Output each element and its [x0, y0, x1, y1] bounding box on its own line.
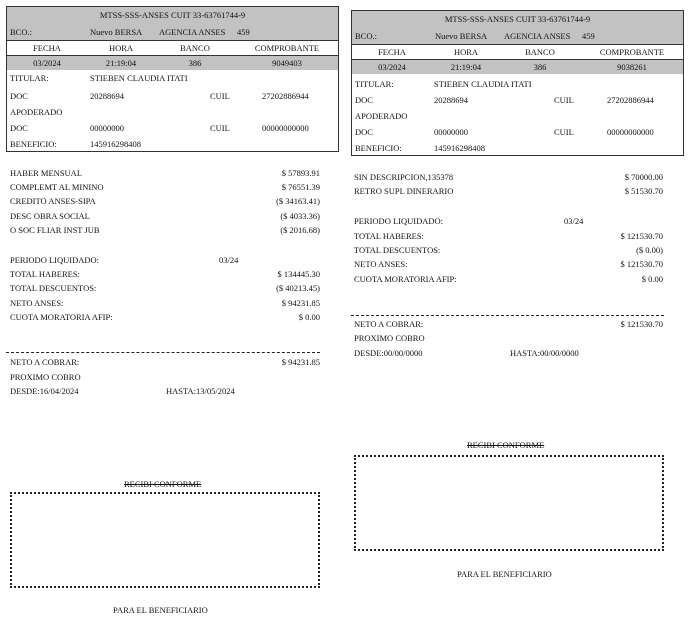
right-periodo-label: PERIODO LIQUIDADO: — [354, 216, 444, 226]
left-total-amount: $ 0.00 — [298, 312, 320, 322]
left-item-amount: ($ 2016.68) — [280, 225, 320, 235]
left-neto-label: NETO A COBRAR: — [10, 357, 80, 367]
left-item-label: HABER MENSUAL — [10, 168, 83, 178]
left-recibi-conforme: RECIBI CONFORME — [124, 479, 202, 489]
left-col-comprobante: COMPROBANTE — [254, 43, 320, 53]
left-header-box — [6, 6, 339, 70]
left-signature-box — [10, 492, 320, 588]
left-doc-label: DOC — [10, 91, 28, 101]
left-col-fecha: FECHA — [33, 43, 61, 53]
right-item-label: SIN DESCRIPCION,135378 — [354, 172, 454, 182]
left-banco: 386 — [188, 58, 202, 68]
right-cuil2-label: CUIL — [554, 127, 574, 137]
left-col-banco: BANCO — [180, 43, 210, 53]
right-para-beneficiario: PARA EL BENEFICIARIO — [457, 569, 552, 579]
right-col-banco: BANCO — [525, 47, 555, 57]
left-beneficio: 145916298408 — [90, 139, 141, 149]
right-total-amount: $ 121530.70 — [620, 259, 663, 269]
right-titular-label: TITULAR: — [355, 79, 394, 89]
right-dashed-divider — [351, 315, 664, 316]
right-item-amount: $ 70000.00 — [624, 172, 663, 182]
left-doc2-label: DOC — [10, 123, 28, 133]
right-bco-name: Nuevo BERSA — [435, 31, 488, 41]
left-total-amount: $ 94231.85 — [281, 298, 320, 308]
right-banco: 386 — [533, 62, 547, 72]
left-fecha: 03/2024 — [33, 58, 61, 68]
left-agency: AGENCIA ANSES — [159, 27, 226, 37]
right-beneficio: 145916298408 — [434, 143, 485, 153]
right-cuil: 27202886944 — [607, 95, 654, 105]
left-bco-label: BCO.: — [10, 27, 32, 37]
right-header-title: MTSS-SSS-ANSES CUIT 33-63761744-9 — [444, 14, 591, 24]
right-beneficio-label: BENEFICIO: — [355, 143, 402, 153]
right-doc2-label: DOC — [355, 127, 373, 137]
right-cuil2: 00000000000 — [607, 127, 654, 137]
right-periodo: 03/24 — [564, 216, 584, 226]
left-periodo: 03/24 — [219, 255, 239, 265]
left-total-label: TOTAL HABERES: — [10, 269, 80, 279]
right-total-label: TOTAL DESCUENTOS: — [354, 245, 441, 255]
left-header-title: MTSS-SSS-ANSES CUIT 33-63761744-9 — [99, 10, 246, 20]
left-total-label: CUOTA MORATORIA AFIP: — [10, 312, 113, 322]
right-apoderado-label: APODERADO — [355, 111, 408, 121]
left-apoderado-label: APODERADO — [10, 107, 63, 117]
right-doc: 20288694 — [434, 95, 468, 105]
left-info-box — [6, 70, 339, 152]
right-doc2: 00000000 — [434, 127, 468, 137]
right-hora: 21:19:04 — [450, 62, 482, 72]
left-beneficio-label: BENEFICIO: — [10, 139, 57, 149]
left-neto-amount: $ 94231.85 — [281, 357, 320, 367]
left-item-amount: $ 76551.39 — [281, 182, 320, 192]
right-total-label: NETO ANSES: — [354, 259, 408, 269]
right-desde: DESDE:00/00/0000 — [354, 348, 423, 358]
right-cuil-label: CUIL — [554, 95, 574, 105]
left-total-label: NETO ANSES: — [10, 298, 64, 308]
left-total-label: TOTAL DESCUENTOS: — [10, 283, 97, 293]
right-recibi-conforme: RECIBI CONFORME — [467, 440, 545, 450]
right-col-fecha: FECHA — [378, 47, 406, 57]
left-hasta: HASTA:13/05/2024 — [166, 386, 235, 396]
right-total-amount: $ 0.00 — [641, 274, 663, 284]
left-hora: 21:19:04 — [105, 58, 137, 68]
right-neto-amount: $ 121530.70 — [620, 319, 663, 329]
right-agency-num: 459 — [582, 31, 595, 41]
left-item-amount: ($ 4033.36) — [280, 211, 320, 221]
right-total-amount: $ 121530.70 — [620, 231, 663, 241]
left-item-amount: $ 57893.91 — [281, 168, 320, 178]
right-proximo-cobro: PROXIMO COBRO — [354, 333, 425, 343]
left-item-label: O SOC FLIAR INST JUB — [10, 225, 100, 235]
left-total-amount: $ 134445.30 — [277, 269, 320, 279]
right-total-amount: ($ 0.00) — [636, 245, 663, 255]
left-doc: 20288694 — [90, 91, 124, 101]
right-neto-label: NETO A COBRAR: — [354, 319, 424, 329]
left-cuil2-label: CUIL — [210, 123, 230, 133]
right-item-label: RETRO SUPL DINERARIO — [354, 186, 454, 196]
right-item-amount: $ 51530.70 — [624, 186, 663, 196]
left-item-label: COMPLEMT AL MININO — [10, 182, 104, 192]
right-comprobante: 9038261 — [617, 62, 647, 72]
right-total-label: TOTAL HABERES: — [354, 231, 424, 241]
right-info-box — [351, 74, 684, 156]
left-desde: DESDE:16/04/2024 — [10, 386, 79, 396]
left-periodo-label: PERIODO LIQUIDADO: — [10, 255, 100, 265]
left-titular-label: TITULAR: — [10, 73, 49, 83]
left-cuil: 27202886944 — [262, 91, 309, 101]
left-item-label: DESC OBRA SOCIAL — [10, 211, 90, 221]
left-comprobante: 9049403 — [272, 58, 302, 68]
left-para-beneficiario: PARA EL BENEFICIARIO — [113, 605, 208, 615]
right-hasta: HASTA:00/00/0000 — [510, 348, 579, 358]
right-col-hora: HORA — [453, 47, 479, 57]
right-signature-box — [354, 455, 664, 551]
left-titular: STIEBEN CLAUDIA ITATI — [90, 73, 188, 83]
right-titular: STIEBEN CLAUDIA ITATI — [434, 79, 532, 89]
left-total-amount: ($ 40213.45) — [276, 283, 320, 293]
left-cuil-label: CUIL — [210, 91, 230, 101]
right-doc-label: DOC — [355, 95, 373, 105]
right-agency: AGENCIA ANSES — [504, 31, 571, 41]
left-item-amount: ($ 34163.41) — [276, 196, 320, 206]
right-col-comprobante: COMPROBANTE — [599, 47, 665, 57]
left-proximo-cobro: PROXIMO COBRO — [10, 372, 81, 382]
left-item-label: CREDITO ANSES-SIPA — [10, 196, 96, 206]
left-cuil2: 00000000000 — [262, 123, 309, 133]
left-dashed-divider — [6, 352, 320, 353]
left-bco-name: Nuevo BERSA — [90, 27, 143, 37]
right-bco-label: BCO.: — [355, 31, 377, 41]
left-agency-num: 459 — [237, 27, 250, 37]
right-header-box — [351, 10, 684, 74]
left-doc2: 00000000 — [90, 123, 124, 133]
left-col-hora: HORA — [108, 43, 134, 53]
right-fecha: 03/2024 — [378, 62, 406, 72]
right-total-label: CUOTA MORATORIA AFIP: — [354, 274, 457, 284]
